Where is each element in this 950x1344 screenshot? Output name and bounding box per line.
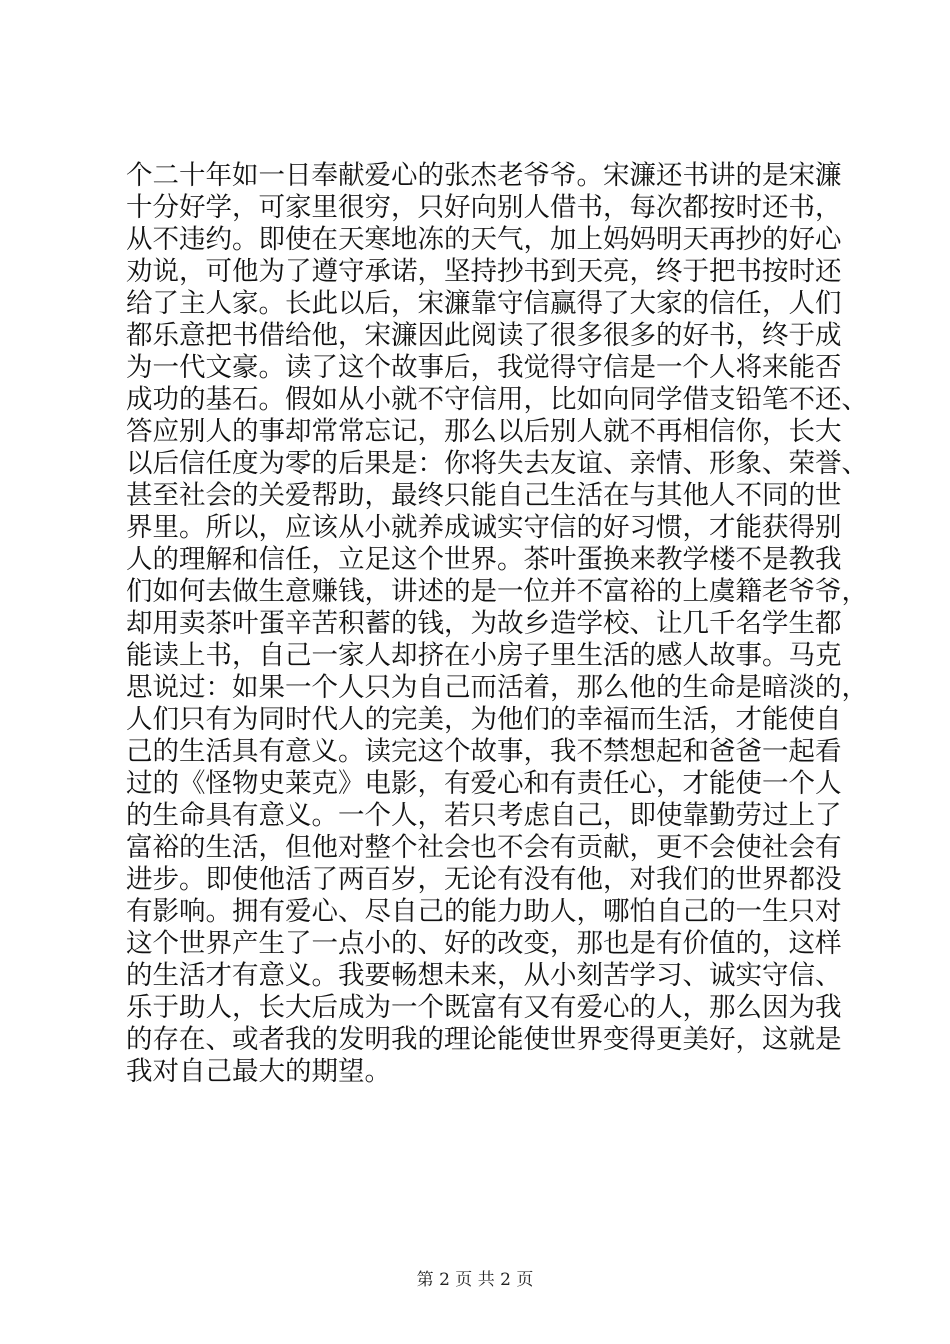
text-line: 甚至社会的关爱帮助，最终只能自己生活在与其他人不同的世 <box>126 480 842 511</box>
text-line: 给了主人家。长此以后，宋濂靠守信赢得了大家的信任，人们 <box>126 288 842 319</box>
text-line: 以后信任度为零的后果是：你将失去友谊、亲情、形象、荣誉、 <box>126 448 868 479</box>
text-line: 进步。即使他活了两百岁，无论有没有他，对我们的世界都没 <box>126 864 842 895</box>
text-line: 人们只有为同时代人的完美，为他们的幸福而生活，才能使自 <box>126 704 842 735</box>
text-line: 十分好学，可家里很穷，只好向别人借书，每次都按时还书， <box>126 192 842 223</box>
text-line: 个二十年如一日奉献爱心的张杰老爷爷。宋濂还书讲的是宋濂 <box>126 160 842 191</box>
text-line: 为一代文豪。读了这个故事后，我觉得守信是一个人将来能否 <box>126 352 842 383</box>
text-line: 过的《怪物史莱克》电影，有爱心和有责任心，才能使一个人 <box>126 768 842 799</box>
text-line: 界里。所以，应该从小就养成诚实守信的好习惯，才能获得别 <box>126 512 842 543</box>
text-line: 思说过：如果一个人只为自己而活着，那么他的生命是暗淡的， <box>126 672 868 703</box>
text-line: 成功的基石。假如从小就不守信用，比如向同学借支铅笔不还、 <box>126 384 868 415</box>
text-line: 都乐意把书借给他，宋濂因此阅读了很多很多的好书，终于成 <box>126 320 842 351</box>
text-line: 乐于助人，长大后成为一个既富有又有爱心的人，那么因为我 <box>126 992 842 1023</box>
page-number-footer: 第 2 页 共 2 页 <box>416 1270 534 1290</box>
text-line: 富裕的生活，但他对整个社会也不会有贡献，更不会使社会有 <box>126 832 842 863</box>
body-text <box>126 160 868 1088</box>
text-line: 的存在、或者我的发明我的理论能使世界变得更美好，这就是 <box>126 1024 842 1055</box>
text-line: 的生活才有意义。我要畅想未来，从小刻苦学习、诚实守信、 <box>126 960 842 991</box>
text-line: 从不违约。即使在天寒地冻的天气，加上妈妈明天再抄的好心 <box>126 224 842 255</box>
text-line: 己的生活具有意义。读完这个故事，我不禁想起和爸爸一起看 <box>126 736 842 767</box>
text-line: 有影响。拥有爱心、尽自己的能力助人，哪怕自己的一生只对 <box>126 896 842 927</box>
text-line: 这个世界产生了一点小的、好的改变，那也是有价值的，这样 <box>126 928 842 959</box>
text-line: 劝说，可他为了遵守承诺，坚持抄书到天亮，终于把书按时还 <box>126 256 842 287</box>
text-line: 们如何去做生意赚钱，讲述的是一位并不富裕的上虞籍老爷爷， <box>126 576 868 607</box>
text-line: 能读上书，自己一家人却挤在小房子里生活的感人故事。马克 <box>126 640 842 671</box>
text-line: 却用卖茶叶蛋辛苦积蓄的钱，为故乡造学校、让几千名学生都 <box>126 608 842 639</box>
text-line: 人的理解和信任，立足这个世界。茶叶蛋换来教学楼不是教我 <box>126 544 842 575</box>
text-line: 答应别人的事却常常忘记，那么以后别人就不再相信你，长大 <box>126 416 842 447</box>
text-line: 我对自己最大的期望。 <box>126 1056 391 1087</box>
text-line: 的生命具有意义。一个人，若只考虑自己，即使靠勤劳过上了 <box>126 800 842 831</box>
